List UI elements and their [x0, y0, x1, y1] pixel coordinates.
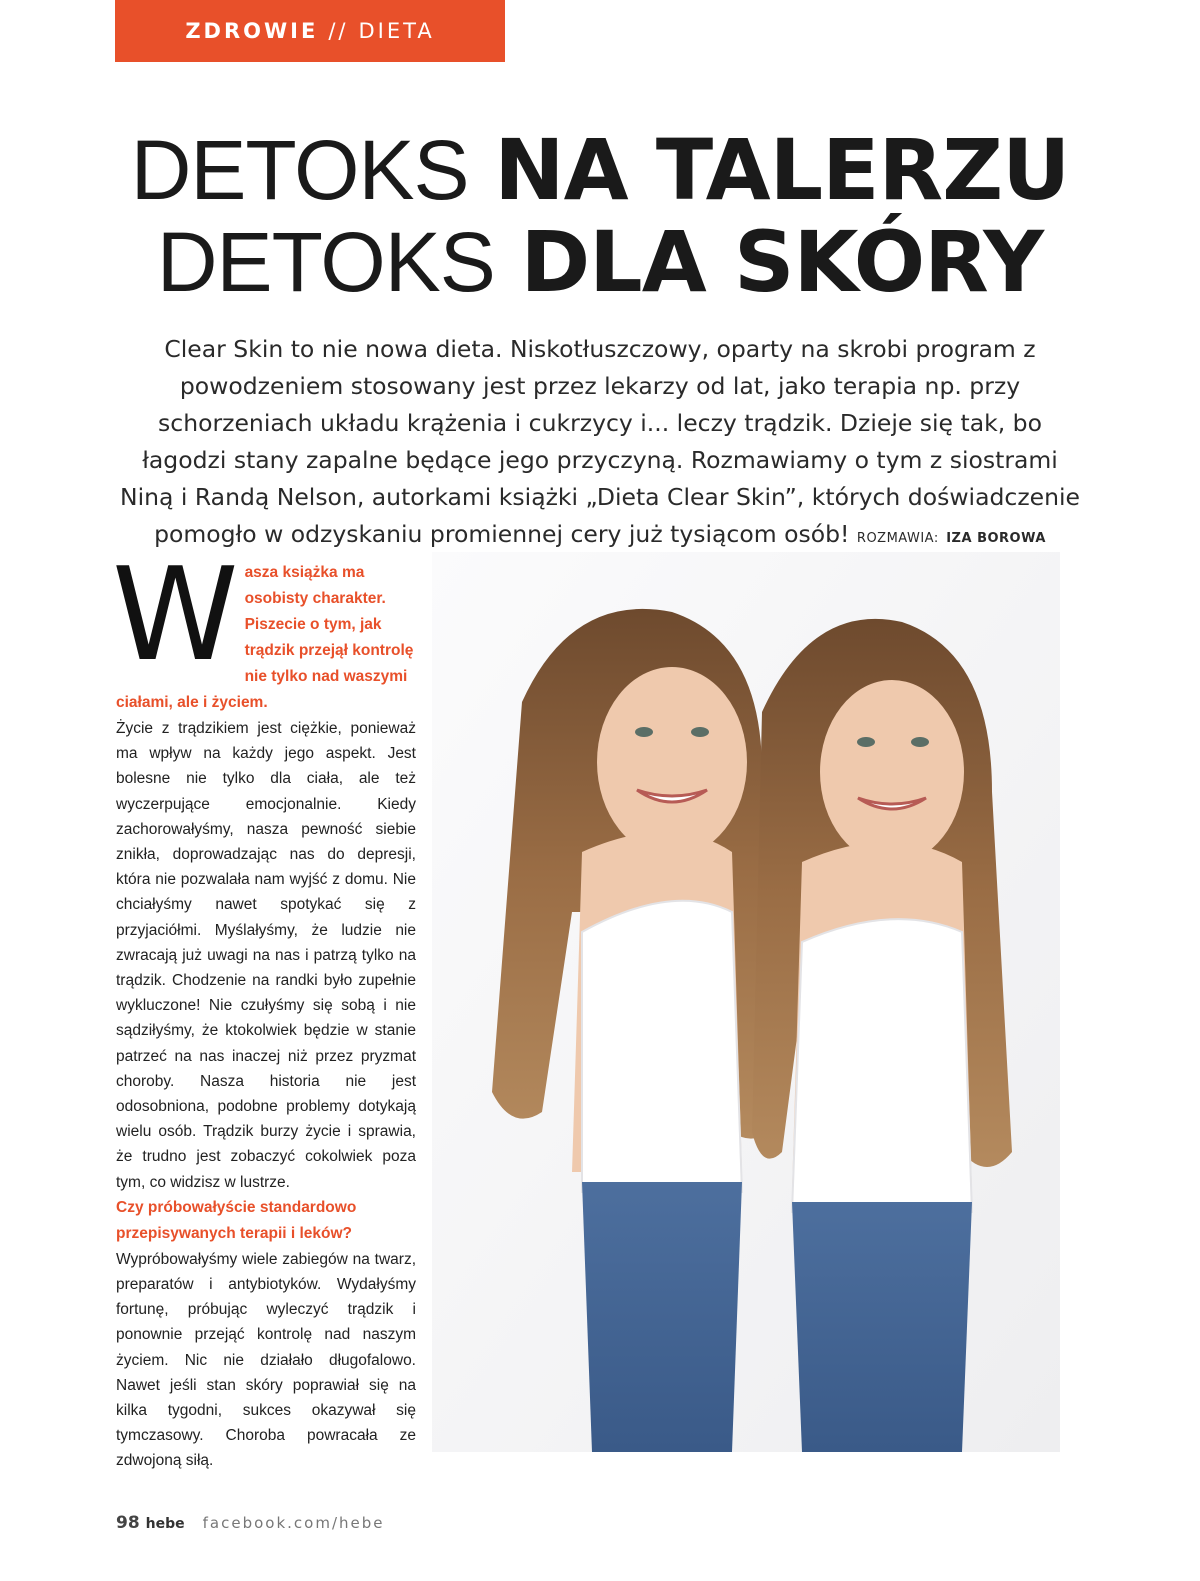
page-footer	[116, 1513, 385, 1533]
brand-logo: hebe	[145, 1516, 185, 1532]
section-primary: ZDROWIE	[185, 19, 319, 43]
footer-url[interactable]: facebook.com/hebe	[202, 1514, 385, 1532]
photo-twin-sisters	[432, 552, 1060, 1452]
lead-paragraph	[118, 331, 1082, 557]
photo-illustration	[432, 552, 1060, 1452]
question-1: asza książka ma osobisty charakter. Piszecie o tym, jak trądzik przejął kontrolę nie tylko nad waszymi ciałami, ale i życiem.	[116, 564, 414, 711]
answer-1: Życie z trądzikiem jest ciężkie, ponieważ ma wpływ na każdy jego aspekt. Jest bolesne nie tylko dla ciała, ale też wyczerpujące emocjonalnie. Kiedy zachorowałyśmy, nasza pewność siebie znikła, doprowadzając nas do depresji, która nie pozwalała nam wyjść z domu. Nie chciałyśmy nawet spotykać się z przyjaciółmi. Myślałyśmy, że ludzie nie zwracają już uwagi na nas i patrzą tylko na trądzik. Chodzenie na randki było zupełnie wykluczone! Nie czułyśmy się sobą i nie sądziłyśmy, że ktokolwiek będzie w stanie patrzeć na nas inaczej niż przez pryzmat choroby. Nasza historia nie jest odosobniona, podobne problemy dotykają wielu osób. Trądzik burzy życie i sprawia, że trudno jest zobaczyć cokolwiek poza tym, co widzisz w lustrze.	[116, 720, 416, 1191]
lead-text: Clear Skin to nie nowa dieta. Niskotłuszczowy, oparty na skrobi program z powodzeniem stosowany jest przez lekarzy od lat, jako terapia np. przy schorzeniach układu krążenia i cukrzycy i... leczy trądzik. Dzieje się tak, bo łagodzi stany zapalne będące jego przyczyną. Rozmawiamy o tym z siostrami Niną i Randą Nelson, autorkami książki „Dieta Clear Skin”, których doświadczenie pomogło w odzyskaniu promiennej cery już tysiącom osób!	[119, 335, 1080, 548]
section-secondary: DIETA	[358, 19, 435, 43]
headline-2-light: DETOKS	[156, 215, 495, 309]
headline-line-1	[0, 121, 1200, 219]
headline-1-bold: NA TALERZU	[494, 121, 1070, 219]
byline-label: ROZMAWIA:	[856, 531, 939, 546]
headline-2-bold: DLA SKÓRY	[520, 213, 1044, 311]
byline-name: IZA BOROWA	[946, 531, 1046, 546]
answer-2: Wypróbowałyśmy wiele zabiegów na twarz, preparatów i antybiotyków. Wydałyśmy fortunę, próbując wyleczyć trądzik i ponownie przejąć kontrolę nad naszym życiem. Nic nie działało długofalowo. Nawet jeśli stan skóry poprawiał się na kilka tygodni, sukces okazywał się tymczasowy. Choroba powracała ze zdwojoną siłą.	[116, 1250, 416, 1470]
article-column	[112, 541, 416, 1474]
dropcap: W	[112, 541, 239, 690]
section-tab	[115, 0, 505, 62]
section-separator: //	[328, 19, 349, 43]
page-number: 98	[116, 1513, 140, 1533]
headline-1-light: DETOKS	[130, 123, 469, 217]
question-2: Czy próbowałyście standardowo przepisywanych terapii i leków?	[116, 1198, 357, 1242]
headline-line-2	[0, 213, 1200, 311]
